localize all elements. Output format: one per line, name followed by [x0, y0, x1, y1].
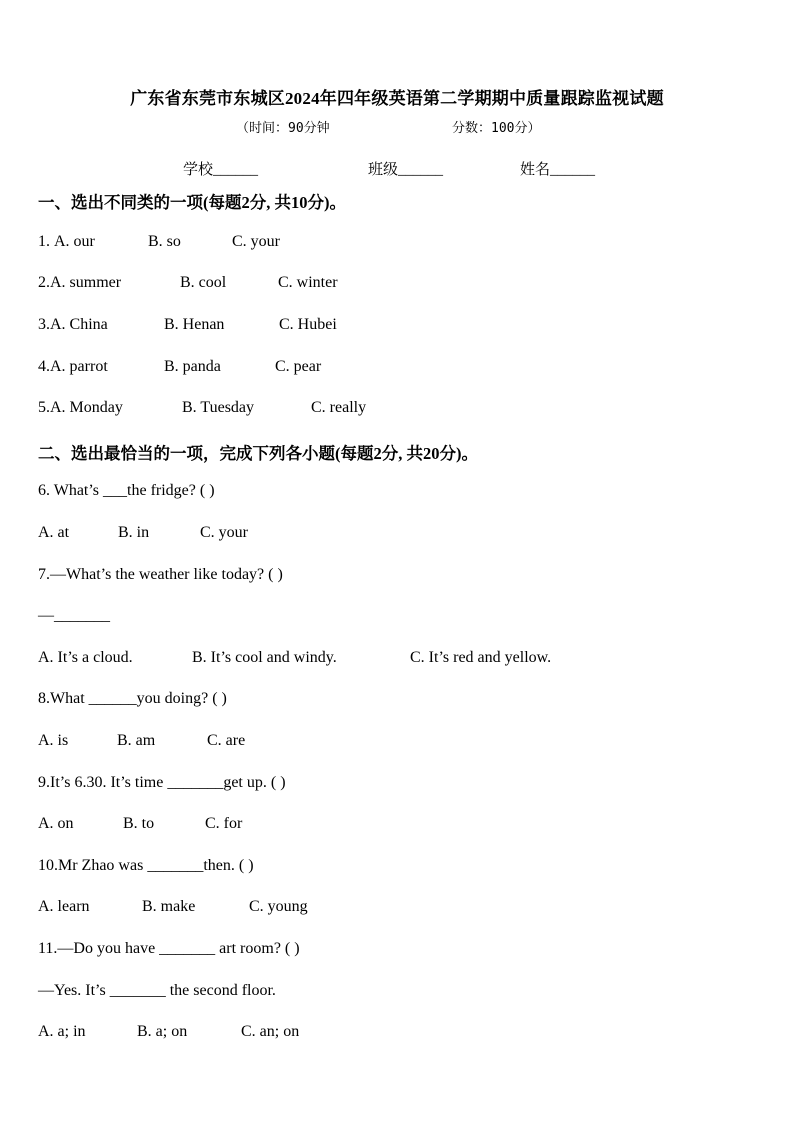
option-a: A. summer	[50, 274, 122, 291]
section2-heading: 二、选出最恰当的一项，完成下列各小题(每题2分, 共20分)。	[38, 444, 478, 463]
question-1	[38, 233, 280, 251]
option-b: B. Henan	[164, 316, 225, 333]
option-a: A. our	[54, 233, 95, 250]
option-b: B. cool	[180, 274, 227, 291]
option-b: B. so	[148, 233, 181, 250]
question-2	[38, 274, 338, 292]
option-a: A. It’s a cloud.	[38, 649, 133, 666]
question-9: 9.It’s 6.30. It’s time _______get up. ( )	[38, 774, 286, 791]
class-field: 班级______	[368, 162, 444, 178]
option-a: A. China	[50, 316, 108, 333]
question-4	[38, 358, 322, 376]
option-c: C. your	[232, 233, 280, 250]
total-score: 分数：100分）	[452, 121, 541, 136]
option-b: B. a; on	[137, 1023, 188, 1040]
option-c: C. winter	[278, 274, 338, 291]
option-c: C. really	[311, 399, 367, 416]
question-7: 7.—What’s the weather like today? ( )	[38, 566, 283, 583]
question-9-options	[38, 815, 243, 833]
question-6-options	[38, 524, 248, 542]
question-3	[38, 316, 337, 334]
option-c: C. young	[249, 898, 308, 915]
option-b: B. It’s cool and windy.	[192, 649, 337, 666]
question-7-answer-line: —_______	[38, 607, 110, 624]
option-c: C. It’s red and yellow.	[410, 649, 552, 666]
option-c: C. pear	[275, 358, 322, 375]
question-number: 1.	[38, 233, 54, 250]
option-c: C. your	[200, 524, 248, 541]
option-a: A. learn	[38, 898, 90, 915]
question-11-reply: —Yes. It’s _______ the second floor.	[38, 982, 276, 999]
question-8-options	[38, 732, 246, 750]
page-title: 广东省东莞市东城区2024年四年级英语第二学期期中质量跟踪监视试题	[130, 89, 664, 108]
option-a: A. at	[38, 524, 70, 541]
question-number: 2.	[38, 274, 50, 291]
option-b: B. make	[142, 898, 196, 915]
option-a: A. Monday	[50, 399, 123, 416]
option-b: B. in	[118, 524, 150, 541]
option-b: B. Tuesday	[182, 399, 255, 416]
option-b: B. am	[117, 732, 156, 749]
question-5	[38, 399, 367, 417]
section1-heading: 一、选出不同类的一项(每题2分, 共10分)。	[38, 193, 346, 212]
question-7-options	[38, 649, 552, 667]
option-a: A. parrot	[50, 358, 108, 375]
option-a: A. on	[38, 815, 74, 832]
school-field: 学校______	[183, 162, 259, 178]
option-c: C. for	[205, 815, 243, 832]
option-b: B. panda	[164, 358, 221, 375]
option-a: A. a; in	[38, 1023, 86, 1040]
question-11-options	[38, 1023, 300, 1041]
question-11: 11.—Do you have _______ art room? ( )	[38, 940, 300, 957]
time-limit: （时间：90分钟	[236, 121, 330, 136]
question-8: 8.What ______you doing? ( )	[38, 690, 227, 707]
option-b: B. to	[123, 815, 155, 832]
question-10-options	[38, 898, 308, 916]
question-number: 5.	[38, 399, 50, 416]
option-a: A. is	[38, 732, 69, 749]
question-6: 6. What’s ___the fridge? ( )	[38, 482, 215, 499]
option-c: C. an; on	[241, 1023, 300, 1040]
option-c: C. are	[207, 732, 246, 749]
name-field: 姓名______	[520, 162, 596, 178]
question-number: 3.	[38, 316, 50, 333]
question-number: 4.	[38, 358, 50, 375]
question-10: 10.Mr Zhao was _______then. ( )	[38, 857, 254, 874]
option-c: C. Hubei	[279, 316, 337, 333]
